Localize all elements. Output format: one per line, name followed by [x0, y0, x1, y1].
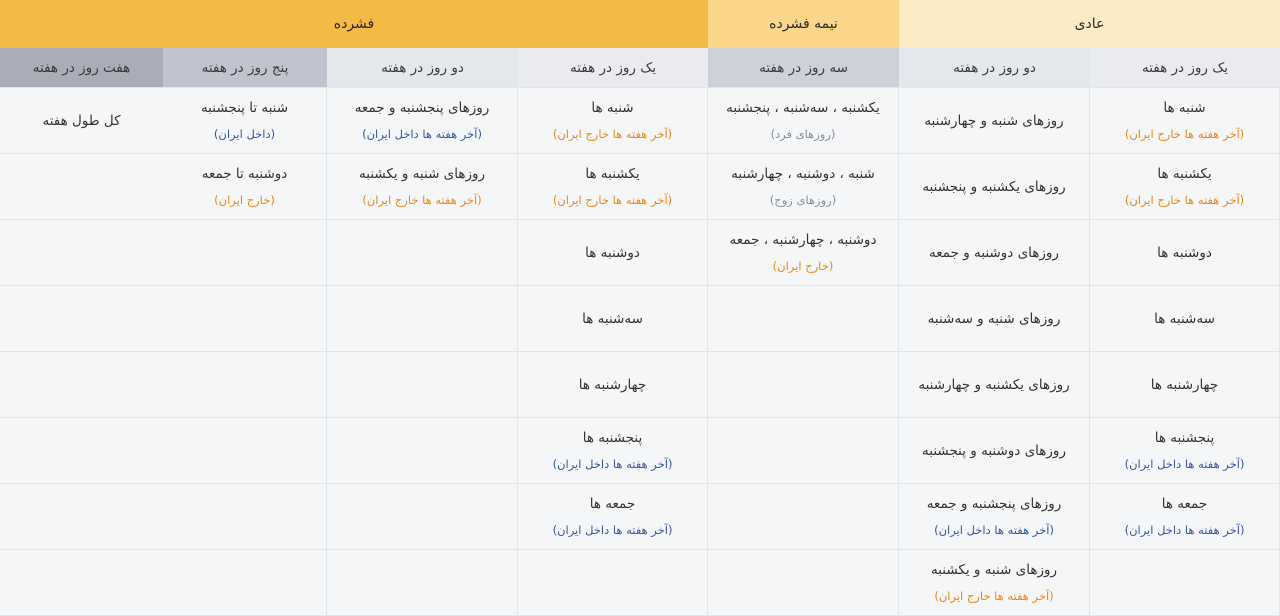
schedule-cell — [708, 550, 899, 616]
schedule-days: پنجشنبه ها — [582, 430, 643, 446]
column-header — [1090, 48, 1280, 88]
schedule-note: (آخر هفته ها خارج ایران) — [934, 589, 1054, 603]
schedule-days: دوشنبه تا جمعه — [201, 166, 288, 182]
schedule-cell — [0, 352, 163, 418]
schedule-cell — [163, 220, 327, 286]
schedule-days: پنجشنبه ها — [1154, 430, 1215, 446]
schedule-days: یکشنبه ، سه‌شنبه ، پنجشنبه — [726, 100, 880, 116]
group-label: عادی — [1074, 16, 1105, 32]
schedule-days: جمعه ها — [1161, 496, 1208, 512]
schedule-days: روزهای پنجشنبه و جمعه — [354, 100, 490, 116]
schedule-cell — [518, 286, 708, 352]
column-header — [899, 48, 1090, 88]
group-nimeh-fashordeh-header — [708, 0, 899, 48]
schedule-cell — [327, 418, 518, 484]
schedule-cell — [1090, 484, 1280, 550]
schedule-days: روزهای شنبه و یکشنبه — [930, 562, 1058, 578]
schedule-cell — [0, 220, 163, 286]
schedule-days: روزهای دوشنبه و جمعه — [929, 244, 1059, 261]
schedule-days: سه‌شنبه ها — [1154, 310, 1215, 327]
schedule-cell — [1090, 418, 1280, 484]
schedule-cell — [327, 220, 518, 286]
schedule-cell — [708, 286, 899, 352]
schedule-cell — [899, 220, 1090, 286]
schedule-days: روزهای شنبه و چهارشنبه — [924, 112, 1064, 129]
schedule-note: (آخر هفته ها خارج ایران) — [362, 193, 482, 207]
column-header-label: پنج روز در هفته — [201, 59, 289, 76]
schedule-days: یکشنبه ها — [1157, 166, 1212, 182]
schedule-days: شنبه ها — [1163, 100, 1206, 116]
column-header — [327, 48, 518, 88]
schedule-cell — [0, 550, 163, 616]
schedule-note: (داخل ایران) — [213, 127, 276, 141]
schedule-note: (آخر هفته ها داخل ایران) — [552, 457, 673, 471]
schedule-cell — [1090, 154, 1280, 220]
schedule-days: روزهای یکشنبه و چهارشنبه — [918, 376, 1070, 393]
schedule-cell — [1090, 220, 1280, 286]
group-label: فشرده — [333, 16, 375, 32]
schedule-days: چهارشنبه ها — [1150, 376, 1219, 393]
schedule-days: روزهای پنجشنبه و جمعه — [926, 496, 1062, 512]
schedule-note: (آخر هفته ها خارج ایران) — [1124, 193, 1245, 207]
schedule-cell — [327, 286, 518, 352]
schedule-cell — [163, 484, 327, 550]
schedule-cell — [708, 154, 899, 220]
schedule-days: جمعه ها — [589, 496, 636, 512]
schedule-note: (آخر هفته ها داخل ایران) — [362, 127, 482, 141]
schedule-days: روزهای شنبه و یکشنبه — [358, 166, 486, 182]
schedule-cell — [0, 154, 163, 220]
schedule-days: دوشنبه ، چهارشنبه ، جمعه — [729, 232, 877, 248]
schedule-note: (آخر هفته ها خارج ایران) — [552, 193, 673, 207]
schedule-note: (آخر هفته ها داخل ایران) — [1124, 523, 1245, 537]
schedule-cell — [518, 154, 708, 220]
schedule-days: چهارشنبه ها — [578, 376, 647, 393]
schedule-cell — [1090, 88, 1280, 154]
schedule-note: (خارج ایران) — [214, 193, 275, 207]
schedule-cell — [0, 418, 163, 484]
schedule-note: (آخر هفته ها خارج ایران) — [552, 127, 673, 141]
schedule-cell — [708, 88, 899, 154]
schedule-days: روزهای شنبه و سه‌شنبه — [927, 310, 1061, 327]
schedule-days: شنبه تا پنجشنبه — [200, 100, 289, 116]
schedule-days: دوشنبه ها — [585, 244, 640, 261]
schedule-days: روزهای یکشنبه و پنجشنبه — [922, 178, 1066, 195]
schedule-cell — [327, 154, 518, 220]
schedule-cell — [163, 352, 327, 418]
schedule-cell — [163, 418, 327, 484]
column-header — [163, 48, 327, 88]
schedule-cell — [327, 484, 518, 550]
schedule-days: روزهای دوشنبه و پنجشنبه — [922, 442, 1066, 459]
schedule-note: (روزهای فرد) — [770, 127, 836, 141]
schedule-days: دوشنبه ها — [1157, 244, 1212, 261]
schedule-cell — [163, 286, 327, 352]
schedule-days: یکشنبه ها — [585, 166, 640, 182]
group-fashordeh-header — [0, 0, 708, 48]
schedule-cell — [899, 352, 1090, 418]
schedule-cell — [518, 88, 708, 154]
schedule-cell — [518, 418, 708, 484]
schedule-note: (آخر هفته ها خارج ایران) — [1124, 127, 1245, 141]
schedule-cell — [0, 484, 163, 550]
schedule-cell — [163, 550, 327, 616]
schedule-cell — [1090, 550, 1280, 616]
schedule-cell — [899, 88, 1090, 154]
schedule-cell — [327, 352, 518, 418]
schedule-cell — [327, 88, 518, 154]
schedule-cell — [1090, 352, 1280, 418]
schedule-cell — [708, 352, 899, 418]
schedule-cell — [708, 220, 899, 286]
column-header-label: یک روز در هفته — [1141, 59, 1229, 76]
schedule-cell — [708, 484, 899, 550]
schedule-cell — [0, 286, 163, 352]
group-adi-header — [899, 0, 1280, 48]
column-header-label: سه روز در هفته — [759, 59, 848, 76]
schedule-cell — [1090, 286, 1280, 352]
schedule-cell — [518, 352, 708, 418]
schedule-days: شنبه ها — [591, 100, 634, 116]
schedule-cell — [518, 220, 708, 286]
schedule-cell — [518, 484, 708, 550]
schedule-cell — [899, 550, 1090, 616]
column-header — [0, 48, 163, 88]
schedule-note: (خارج ایران) — [772, 259, 834, 273]
schedule-cell — [163, 154, 327, 220]
schedule-cell — [899, 154, 1090, 220]
column-header-label: هفت روز در هفته — [32, 59, 131, 76]
schedule-cell — [899, 286, 1090, 352]
schedule-cell — [0, 88, 163, 154]
column-header-label: یک روز در هفته — [569, 59, 657, 76]
column-header — [708, 48, 899, 88]
schedule-note: (روزهای زوج) — [769, 193, 837, 207]
schedule-days: سه‌شنبه ها — [582, 310, 643, 327]
column-header-label: دو روز در هفته — [953, 59, 1036, 76]
schedule-cell — [518, 550, 708, 616]
schedule-note: (آخر هفته ها داخل ایران) — [552, 523, 673, 537]
schedule-cell — [327, 550, 518, 616]
schedule-days: کل طول هفته — [42, 112, 121, 129]
schedule-days: شنبه ، دوشنبه ، چهارشنبه — [731, 166, 875, 182]
schedule-cell — [163, 88, 327, 154]
schedule-note: (آخر هفته ها داخل ایران) — [1124, 457, 1245, 471]
schedule-cell — [708, 418, 899, 484]
schedule-cell — [899, 484, 1090, 550]
schedule-note: (آخر هفته ها داخل ایران) — [934, 523, 1054, 537]
column-header-label: دو روز در هفته — [381, 59, 464, 76]
schedule-cell — [899, 418, 1090, 484]
column-header — [518, 48, 708, 88]
group-label: نیمه فشرده — [769, 16, 838, 32]
